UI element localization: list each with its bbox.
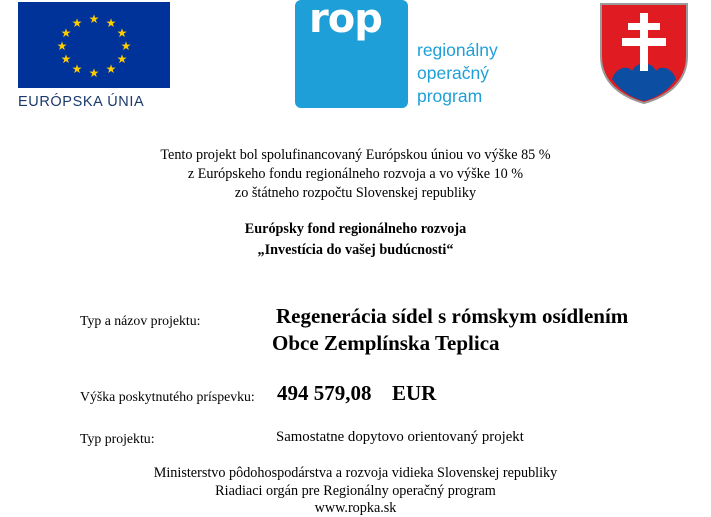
footer-ministry: Ministerstvo pôdohospodárstva a rozvoja vidieka Slovenskej republiky [153,465,558,481]
fund-name: Európsky fond regionálneho rozvoja [244,221,467,237]
svg-text:★: ★ [105,62,117,76]
rop-text-line-1: regionálny [417,40,498,60]
svg-text:★: ★ [120,39,132,53]
svg-text:★: ★ [71,16,83,30]
rop-text-line-2: operačný [417,63,489,83]
eu-caption: EURÓPSKA ÚNIA [18,94,145,110]
eu-flag-icon [18,2,170,88]
svg-text:★: ★ [116,26,128,40]
svg-text:★: ★ [88,12,100,26]
amount-label: Výška poskytnutého príspevku: [80,389,255,404]
rop-logo-icon [295,0,408,108]
svg-text:★: ★ [88,66,100,80]
amount-value: 494 579,08 [277,381,372,405]
svg-text:★: ★ [60,26,72,40]
rop-text-line-3: program [417,86,483,106]
cofinancing-line-2: z Európskeho fondu regionálneho rozvoja a vo výške 10 % [187,166,524,182]
rop-logo [295,0,525,112]
project-type-value: Samostatne dopytovo orientovaný projekt [276,429,524,445]
svg-text:★: ★ [116,52,128,66]
svg-text:★: ★ [60,52,72,66]
eu-logo [18,2,170,112]
project-type-name-label: Typ a názov projektu: [80,313,201,328]
footer-website-link[interactable]: www.ropka.sk [314,500,397,516]
slovak-coat-of-arms-icon [598,1,690,105]
svg-text:★: ★ [71,62,83,76]
cofinancing-line-3: zo štátneho rozpočtu Slovenskej republiky [234,185,477,201]
svg-text:★: ★ [105,16,117,30]
footer-managing-authority: Riadiaci orgán pre Regionálny operačný program [215,483,496,499]
rop-wordmark: rop [309,0,382,42]
amount-currency: EUR [392,381,437,405]
project-title-line-2: Obce Zemplínska Teplica [272,331,500,355]
fund-motto: „Investícia do vašej budúcnosti“ [257,242,454,258]
cofinancing-line-1: Tento projekt bol spolufinancovaný Európskou úniou vo výške 85 % [160,147,551,163]
project-title-line-1: Regenerácia sídel s rómskym osídlením [276,304,629,328]
project-type-label: Typ projektu: [80,431,155,446]
svg-text:★: ★ [56,39,68,53]
